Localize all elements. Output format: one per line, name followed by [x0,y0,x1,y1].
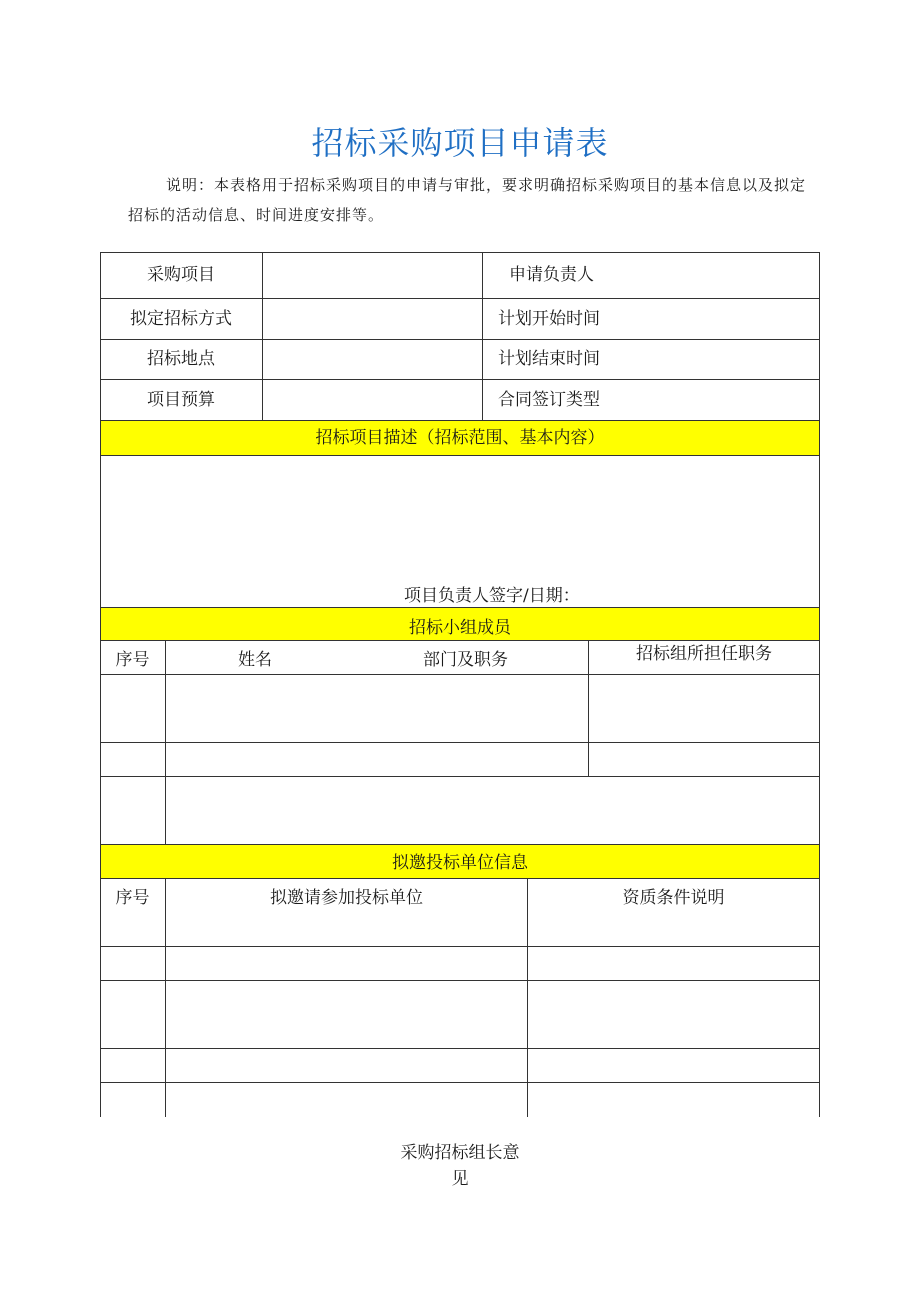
signature-date-label: 项目负责人签字/日期： [404,586,580,606]
bidders-col-no: 序号 [115,888,150,908]
tender-location-label: 招标地点 [147,349,215,369]
contract-type-label: 合同签订类型 [498,390,600,410]
bidders-header: 拟邀投标单位信息 [392,853,528,873]
tender-location-value-cell[interactable] [263,340,482,379]
project-budget-label: 项目预算 [147,390,215,410]
team-col-dept: 部门及职务 [423,650,508,670]
purchase-project-value-cell[interactable] [263,253,482,298]
bidders-col-unit: 拟邀请参加投标单位 [270,888,423,908]
team-header: 招标小组成员 [409,618,511,638]
description-header: 招标项目描述（招标范围、基本内容） [315,428,605,448]
project-budget-value-cell[interactable] [263,380,482,420]
team-col-no: 序号 [115,650,150,670]
tender-method-value-cell[interactable] [263,299,482,339]
group-leader-opinion-label [360,1140,560,1192]
plan-start-label: 计划开始时间 [498,309,600,329]
description-content-area[interactable] [101,456,819,576]
applicant-value-cell[interactable] [620,253,819,298]
applicant-label: 申请负责人 [509,265,594,285]
tender-method-label: 拟定招标方式 [130,309,232,329]
team-col-name: 姓名 [238,650,272,670]
purchase-project-label: 采购项目 [147,265,215,285]
opinion-label-line-1: 采购招标组长意 [400,1143,520,1163]
bidders-col-qual: 资质条件说明 [622,888,725,908]
team-col-role: 招标组所担任职务 [636,644,772,664]
opinion-label-line-2: 见 [451,1169,469,1189]
form-instructions: 说明：本表格用于招标采购项目的申请与审批，要求明确招标采购项目的基本信息以及拟定招标的活动信息、时间进度安排等。 [128,176,807,224]
plan-end-label: 计划结束时间 [498,349,600,369]
page-title: 招标采购项目申请表 [311,124,609,162]
